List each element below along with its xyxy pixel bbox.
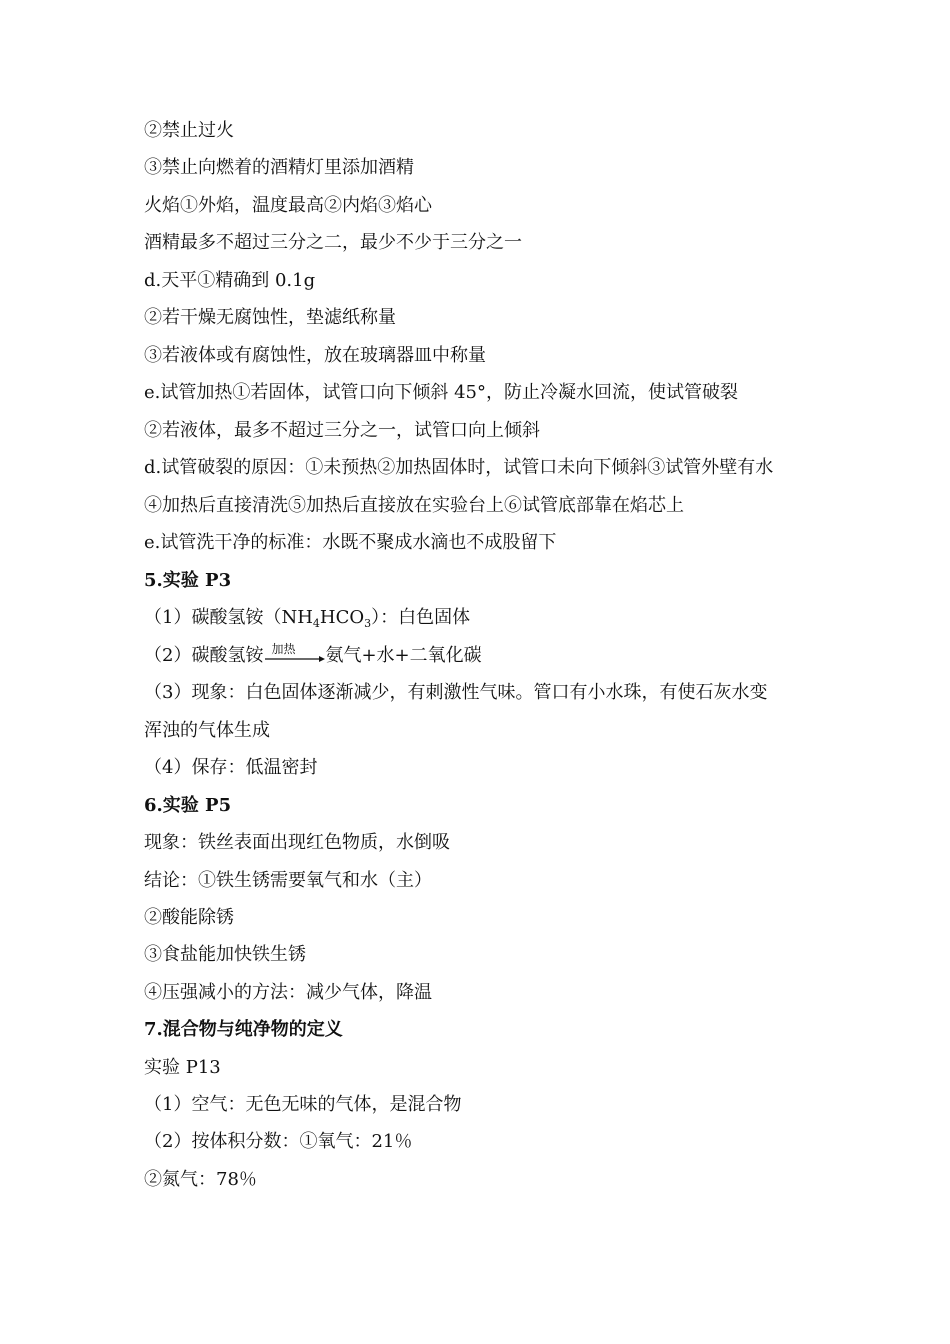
- text-line: ②禁止过火: [144, 120, 234, 141]
- text-line: 酒精最多不超过三分之二，最少不少于三分之一: [144, 232, 522, 253]
- formula-line: [144, 607, 470, 629]
- text-line: （4）保存：低温密封: [144, 757, 318, 778]
- text-line: ③食盐能加快铁生锈: [144, 944, 306, 965]
- reaction-products: 氨气+水+二氧化碳: [325, 645, 482, 666]
- reaction-line: [144, 642, 482, 667]
- text-line: ④压强减小的方法：减少气体，降温: [144, 982, 432, 1003]
- text-line: ③若液体或有腐蚀性，放在玻璃器皿中称量: [144, 345, 486, 366]
- formula-subscript: 4: [312, 617, 320, 630]
- arrow-icon: [263, 655, 325, 663]
- text-line: ④加热后直接清洗⑤加热后直接放在实验台上⑥试管底部靠在焰芯上: [144, 495, 684, 516]
- text-line: （3）现象：白色固体逐渐减少，有刺激性气味。管口有小水珠，有使石灰水变: [144, 682, 768, 703]
- text-line: e.试管洗干净的标准：水既不聚成水滴也不成股留下: [144, 532, 557, 553]
- reaction-reactant: （2）碳酸氢铵: [144, 645, 264, 666]
- text-line: 浑浊的气体生成: [144, 720, 270, 741]
- section-heading: 5.实验 P3: [144, 570, 232, 591]
- reaction-condition: 加热: [271, 642, 296, 656]
- reaction-arrow: [263, 642, 325, 667]
- formula-suffix: ）：白色固体: [371, 607, 471, 628]
- text-line: d.试管破裂的原因：①未预热②加热固体时，试管口未向下倾斜③试管外壁有水: [144, 457, 774, 478]
- text-line: 结论：①铁生锈需要氧气和水（主）: [144, 870, 432, 891]
- text-line: 火焰①外焰，温度最高②内焰③焰心: [144, 195, 432, 216]
- text-line: ②氮气：78％: [144, 1169, 257, 1190]
- section-heading: 7.混合物与纯净物的定义: [144, 1019, 343, 1040]
- text-line: ③禁止向燃着的酒精灯里添加酒精: [144, 157, 414, 178]
- text-line: 实验 P13: [144, 1057, 221, 1078]
- formula-prefix: （1）碳酸氢铵（NH: [144, 607, 313, 628]
- text-line: 现象：铁丝表面出现红色物质，水倒吸: [144, 832, 450, 853]
- text-line: ②若液体，最多不超过三分之一，试管口向上倾斜: [144, 420, 540, 441]
- text-line: ②若干燥无腐蚀性，垫滤纸称量: [144, 307, 396, 328]
- text-line: e.试管加热①若固体，试管口向下倾斜 45°，防止冷凝水回流，使试管破裂: [144, 382, 738, 403]
- formula-middle: HCO: [319, 607, 365, 628]
- section-heading: 6.实验 P5: [144, 795, 232, 816]
- text-line: （2）按体积分数：①氧气：21％: [144, 1131, 413, 1152]
- formula-subscript: 3: [364, 617, 372, 630]
- text-line: d.天平①精确到 0.1g: [144, 270, 316, 291]
- text-line: （1）空气：无色无味的气体，是混合物: [144, 1094, 462, 1115]
- text-line: ②酸能除锈: [144, 907, 234, 928]
